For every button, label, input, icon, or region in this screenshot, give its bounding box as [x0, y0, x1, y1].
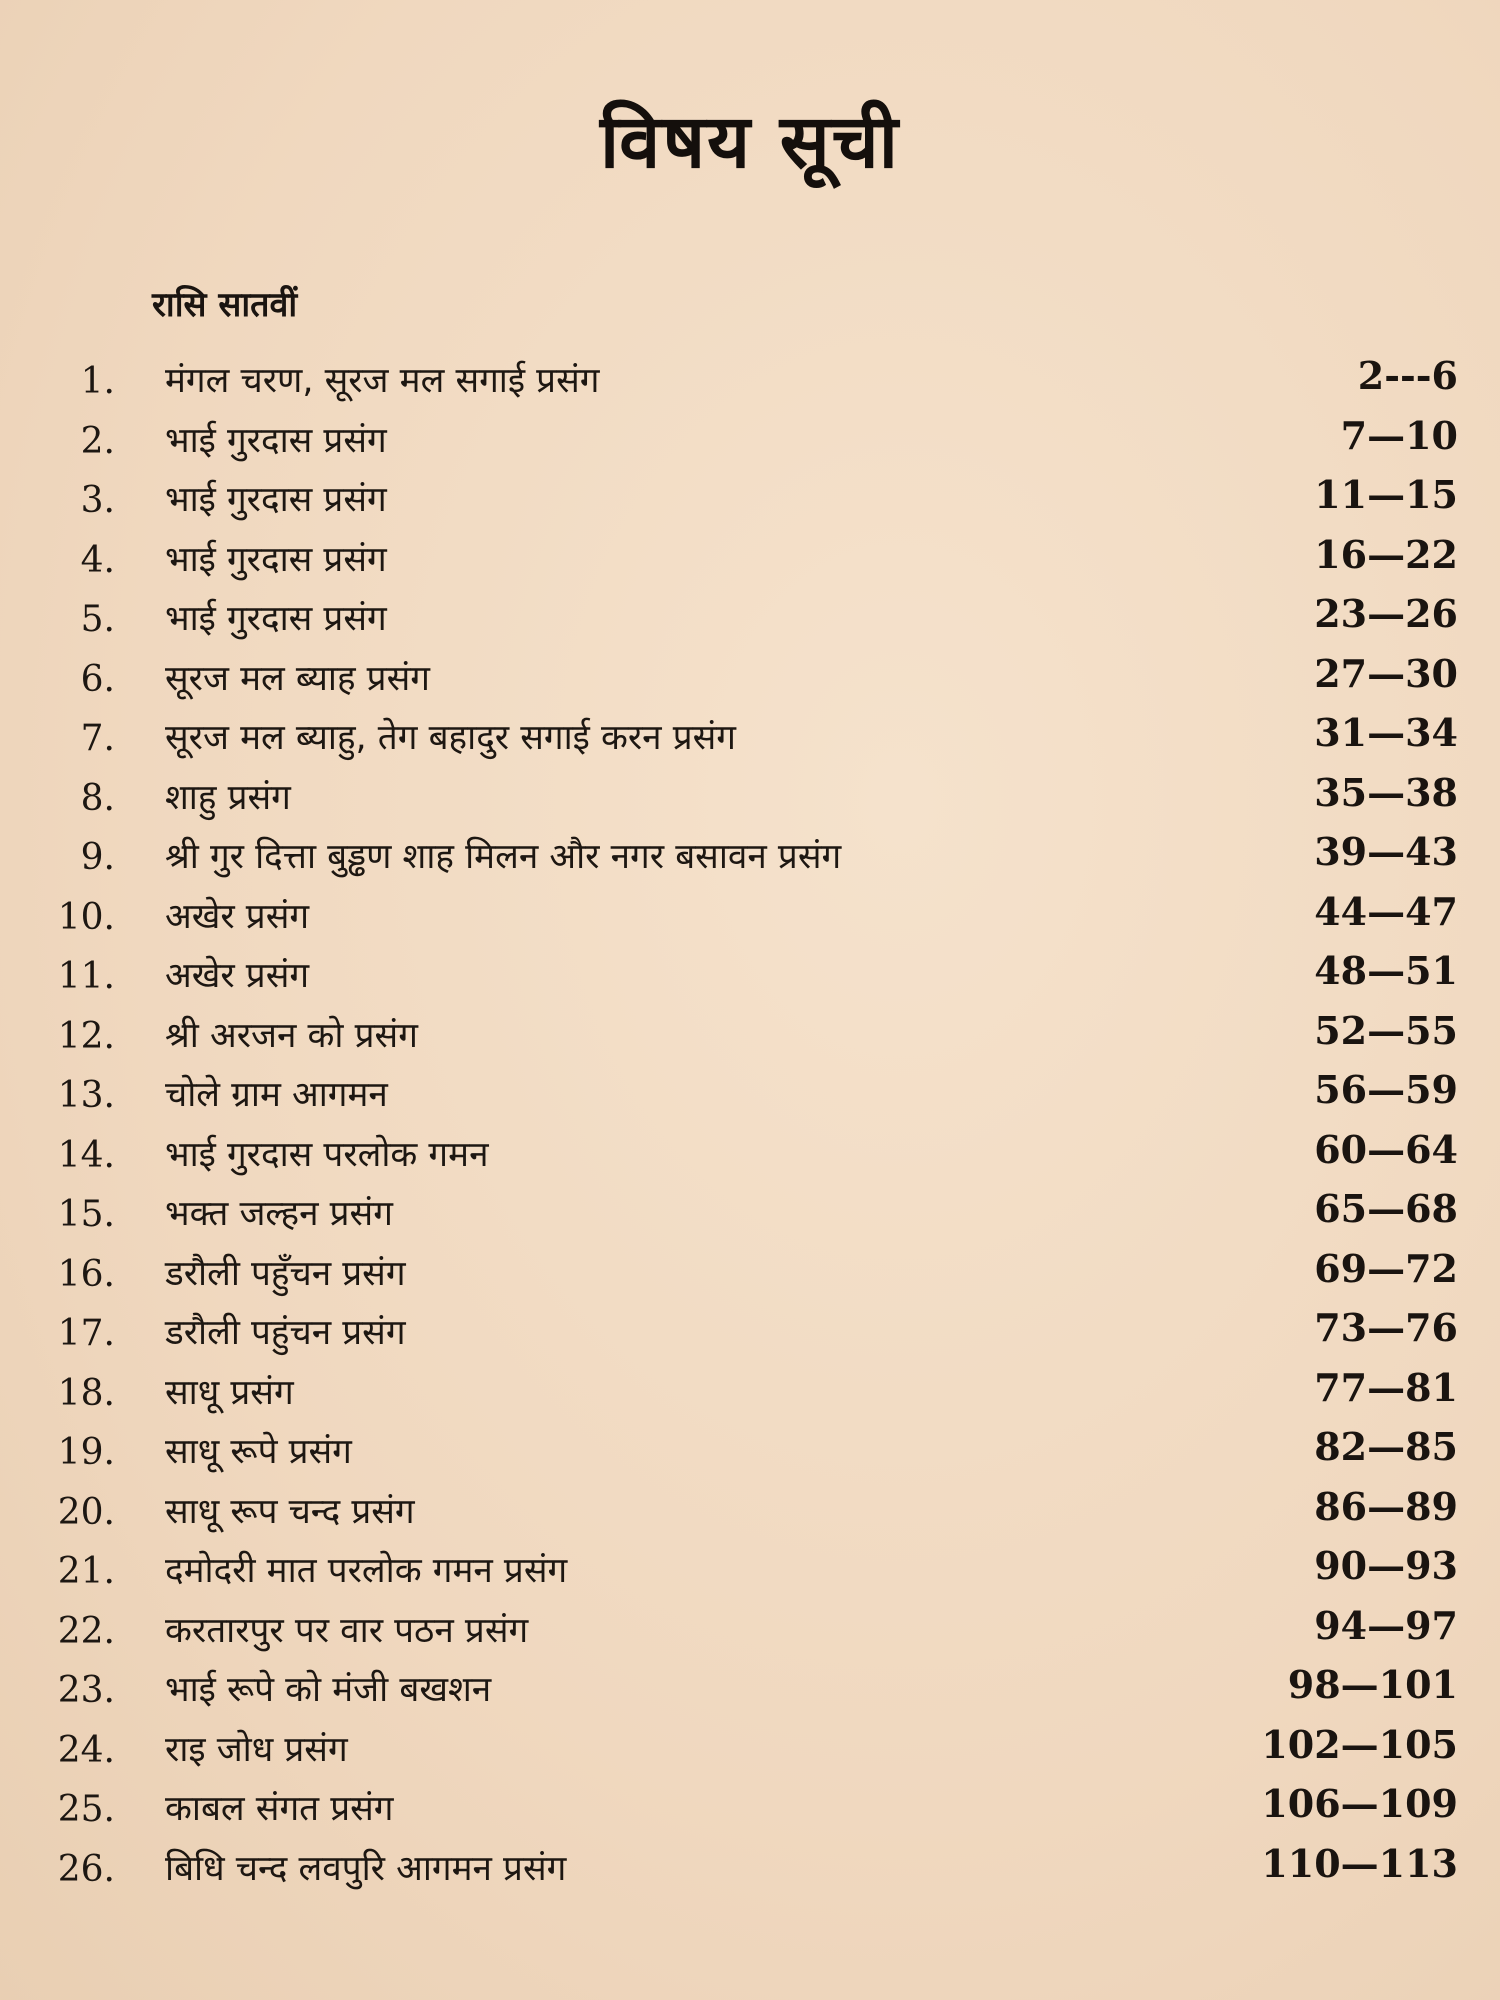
- section-heading: रासि सातवीं: [152, 285, 298, 325]
- toc-entry: [0, 1007, 1500, 1067]
- entry-title: दमोदरी मात परलोक गमन प्रसंग: [165, 1551, 568, 1591]
- entry-title: चोले ग्राम आगमन: [165, 1075, 388, 1115]
- toc-entry: [0, 1126, 1500, 1186]
- entry-page-range: 16—22: [1314, 531, 1458, 577]
- entry-number: 23.: [57, 1670, 115, 1711]
- toc-entry: [0, 1185, 1500, 1245]
- entry-number: 9.: [80, 837, 115, 878]
- entry-page-range: 82—85: [1314, 1424, 1458, 1469]
- toc-entry: [0, 1304, 1500, 1364]
- entry-number: 11.: [57, 956, 115, 997]
- entry-title: भाई रूपे को मंजी बखशन: [165, 1670, 492, 1710]
- entry-number: 15.: [57, 1194, 115, 1235]
- toc-entry: [0, 769, 1500, 829]
- entry-number: 1.: [80, 361, 115, 402]
- entry-number: 8.: [80, 777, 115, 819]
- entry-number: 13.: [57, 1075, 115, 1116]
- entry-title: मंगल चरण, सूरज मल सगाई प्रसंग: [165, 361, 600, 401]
- entry-title: काबल संगत प्रसंग: [165, 1789, 394, 1829]
- entry-page-range: 60—64: [1314, 1126, 1458, 1172]
- entry-page-range: 39—43: [1314, 829, 1458, 874]
- entry-page-range: 90—93: [1314, 1543, 1458, 1588]
- entry-title: भाई गुरदास प्रसंग: [165, 599, 387, 639]
- entry-page-range: 65—68: [1314, 1186, 1458, 1231]
- entry-page-range: 106—109: [1261, 1781, 1458, 1826]
- entry-number: 20.: [57, 1491, 115, 1533]
- entry-page-range: 52—55: [1314, 1007, 1458, 1053]
- entry-page-range: 77—81: [1314, 1364, 1458, 1410]
- entry-number: 4.: [80, 539, 115, 581]
- toc-entry: [0, 1602, 1500, 1662]
- entry-number: 3.: [80, 480, 115, 521]
- entry-page-range: 48—51: [1314, 948, 1458, 993]
- entry-title: डरौली पहुंचन प्रसंग: [165, 1313, 406, 1353]
- entry-title: अखेर प्रसंग: [165, 896, 310, 937]
- entry-page-range: 86—89: [1314, 1483, 1458, 1529]
- entry-title: भाई गुरदास प्रसंग: [165, 480, 387, 520]
- entry-title: सूरज मल ब्याह प्रसंग: [165, 658, 430, 699]
- entry-number: 12.: [57, 1015, 115, 1057]
- entry-number: 16.: [57, 1253, 115, 1295]
- entry-page-range: 94—97: [1314, 1602, 1458, 1648]
- entry-page-range: 69—72: [1314, 1245, 1458, 1291]
- toc-entry: [0, 590, 1500, 650]
- entry-page-range: 27—30: [1314, 650, 1458, 696]
- entry-page-range: 102—105: [1261, 1721, 1458, 1767]
- toc-entry: [0, 1364, 1500, 1424]
- entry-page-range: 11—15: [1314, 472, 1458, 517]
- toc-entry: [0, 412, 1500, 472]
- entry-number: 18.: [57, 1372, 115, 1414]
- toc-entry: [0, 471, 1500, 531]
- entry-number: 14.: [57, 1134, 115, 1176]
- entry-title: भाई गुरदास प्रसंग: [165, 539, 387, 580]
- entry-title: राइ जोध प्रसंग: [165, 1729, 348, 1770]
- entry-number: 2.: [80, 420, 115, 462]
- entry-title: सूरज मल ब्याहु, तेग बहादुर सगाई करन प्रसंग: [165, 718, 736, 758]
- entry-page-range: 31—34: [1314, 710, 1458, 755]
- toc-entry: [0, 1483, 1500, 1543]
- entry-number: 24.: [57, 1729, 115, 1771]
- toc-entry: [0, 1661, 1500, 1721]
- toc-entry: [0, 709, 1500, 769]
- toc-entry: [0, 1066, 1500, 1126]
- entry-title: भक्त जल्हन प्रसंग: [165, 1194, 393, 1234]
- entry-title: अखेर प्रसंग: [165, 956, 310, 996]
- toc-entry: [0, 531, 1500, 591]
- toc-entry: [0, 888, 1500, 948]
- toc-entry: [0, 1542, 1500, 1602]
- entry-title: श्री गुर दित्ता बुड्ढण शाह मिलन और नगर बसावन प्रसंग: [165, 837, 842, 877]
- entry-title: बिधि चन्द लवपुरि आगमन प्रसंग: [165, 1848, 567, 1889]
- entry-number: 25.: [57, 1789, 115, 1830]
- table-of-contents: [0, 352, 1500, 1899]
- toc-entry: [0, 1840, 1500, 1900]
- entry-title: भाई गुरदास परलोक गमन: [165, 1134, 489, 1175]
- toc-entry: [0, 1245, 1500, 1305]
- entry-number: 10.: [57, 896, 115, 938]
- entry-page-range: 98—101: [1287, 1662, 1458, 1707]
- entry-title: श्री अरजन को प्रसंग: [165, 1015, 418, 1056]
- entry-page-range: 73—76: [1314, 1305, 1458, 1350]
- toc-entry: [0, 650, 1500, 710]
- entry-number: 17.: [57, 1313, 115, 1354]
- entry-page-range: 23—26: [1314, 591, 1458, 636]
- entry-number: 7.: [80, 718, 115, 759]
- entry-page-range: 44—47: [1314, 888, 1458, 934]
- toc-entry: [0, 1423, 1500, 1483]
- page-title: विषय सूची: [600, 99, 900, 185]
- entry-page-range: 7—10: [1340, 412, 1458, 458]
- entry-title: साधू रूपे प्रसंग: [165, 1432, 352, 1472]
- entry-page-range: 2---6: [1357, 353, 1458, 398]
- toc-entry: [0, 947, 1500, 1007]
- entry-title: डरौली पहुँचन प्रसंग: [165, 1253, 406, 1294]
- entry-title: शाहु प्रसंग: [165, 777, 291, 818]
- toc-entry: [0, 828, 1500, 888]
- entry-title: साधू रूप चन्द प्रसंग: [165, 1491, 415, 1532]
- toc-entry: [0, 1780, 1500, 1840]
- toc-entry: [0, 1721, 1500, 1781]
- entry-number: 26.: [57, 1848, 115, 1890]
- entry-title: करतारपुर पर वार पठन प्रसंग: [165, 1610, 529, 1651]
- entry-title: साधू प्रसंग: [165, 1372, 294, 1413]
- entry-page-range: 56—59: [1314, 1067, 1458, 1112]
- entry-number: 19.: [57, 1432, 115, 1473]
- entry-page-range: 35—38: [1314, 769, 1458, 815]
- entry-page-range: 110—113: [1261, 1840, 1458, 1886]
- entry-number: 21.: [57, 1551, 115, 1592]
- entry-number: 6.: [80, 658, 115, 700]
- toc-entry: [0, 352, 1500, 412]
- entry-number: 5.: [80, 599, 115, 640]
- entry-number: 22.: [57, 1610, 115, 1652]
- entry-title: भाई गुरदास प्रसंग: [165, 420, 387, 461]
